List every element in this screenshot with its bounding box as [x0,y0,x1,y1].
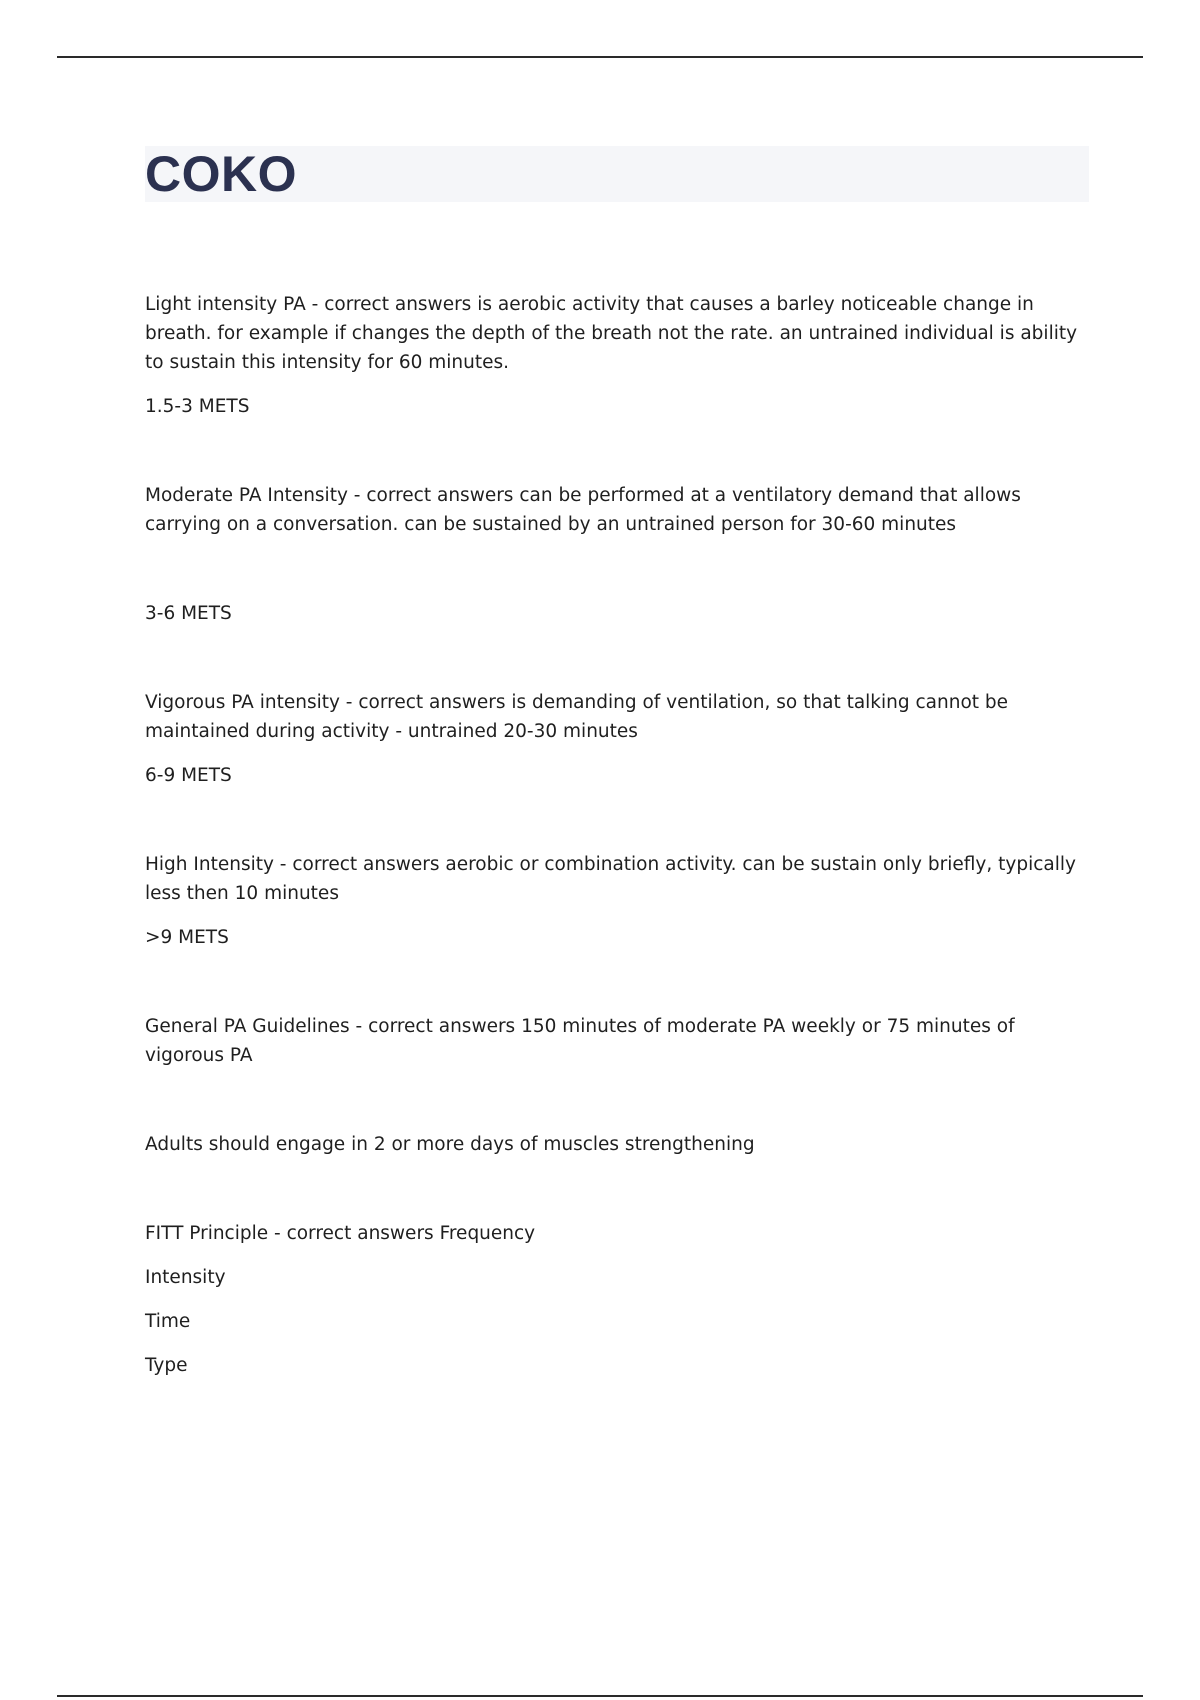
entry-moderate-intensity: Moderate PA Intensity - correct answers can be performed at a ventilatory demand that allows carrying on a conversation. can be sustained by an untrained person for 30-60 minutes [145,485,1021,535]
bottom-rule [57,1695,1143,1697]
entry-fitt-type: Type [145,1355,188,1376]
entry-light-intensity-mets: 1.5-3 METS [145,396,250,417]
entry-fitt-principle: FITT Principle - correct answers Frequency [145,1223,536,1244]
entry-fitt-intensity: Intensity [145,1267,226,1288]
entry-vigorous-intensity-mets: 6-9 METS [145,765,232,786]
entry-general-guidelines: General PA Guidelines - correct answers 150 minutes of moderate PA weekly or 75 minutes of vigorous PA [145,1016,1015,1066]
title-banner [145,146,1089,202]
entry-light-intensity: Light intensity PA - correct answers is aerobic activity that causes a barley noticeable change in breath. for example if changes the depth of the breath not the rate. an untrained individual is ability to sustain this intensity for 60 minutes. [145,294,1078,373]
entry-fitt-time: Time [145,1311,191,1332]
document-body [145,290,1090,1380]
entry-general-guidelines-strength: Adults should engage in 2 or more days of muscles strengthening [145,1134,755,1155]
entry-high-intensity-mets: >9 METS [145,927,229,948]
entry-vigorous-intensity: Vigorous PA intensity - correct answers is demanding of ventilation, so that talking cannot be maintained during activity - untrained 20-30 minutes [145,692,1009,742]
entry-moderate-intensity-mets: 3-6 METS [145,603,232,624]
top-rule [57,56,1143,58]
document-title: COKO [145,146,297,202]
entry-high-intensity: High Intensity - correct answers aerobic or combination activity. can be sustain only briefly, typically less then 10 minutes [145,854,1076,904]
